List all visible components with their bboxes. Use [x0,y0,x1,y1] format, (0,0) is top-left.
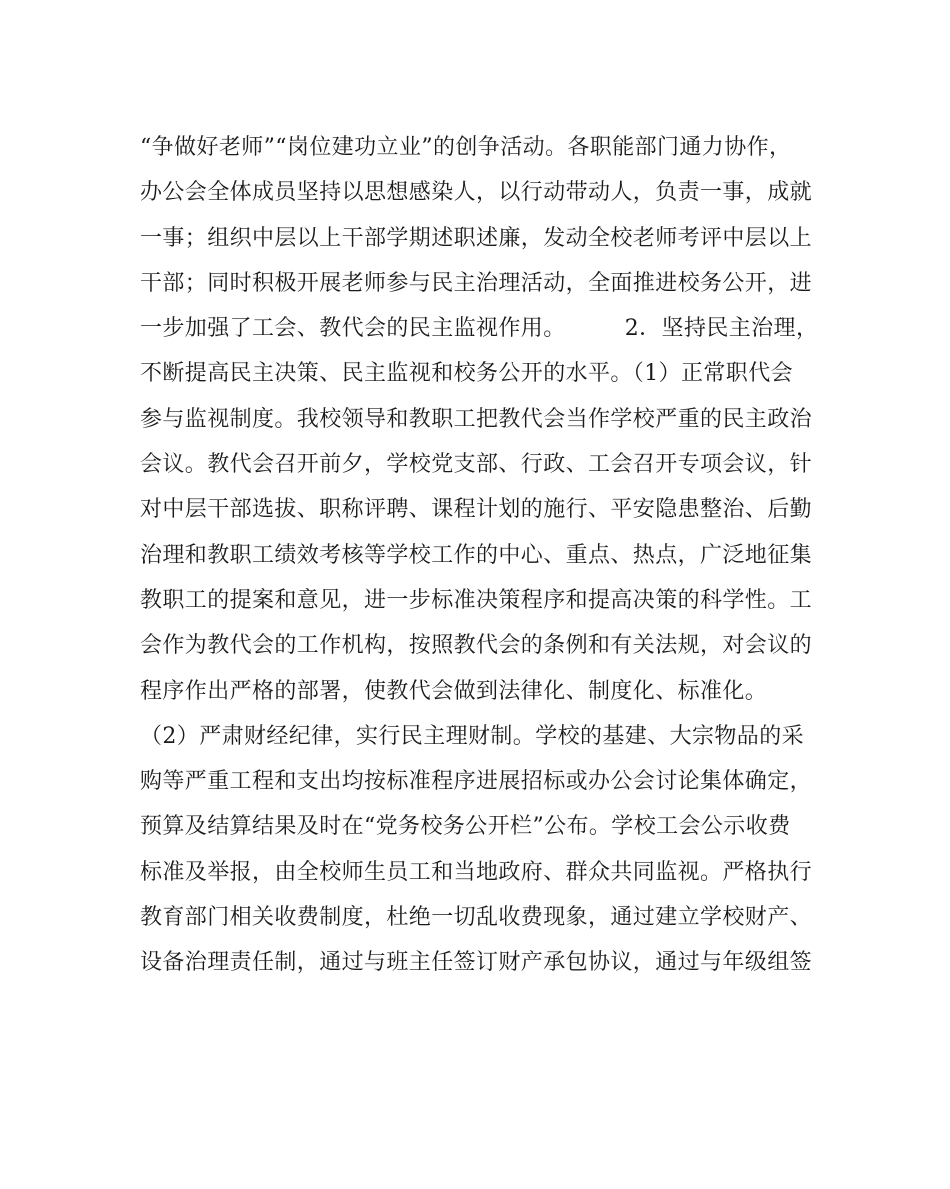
body-text [140,125,820,986]
text-line: “争做好老师”“岗位建功立业”的创争活动。各职能部门通力协作， [140,135,792,160]
text-line: 教职工的提案和意见，进一步标准决策程序和提高决策的科学性。工 [140,587,813,613]
text-line: 一步加强了工会、教代会的民主监视作用。 2．坚持民主治理， [140,316,819,342]
text-line: 设备治理责任制，通过与班主任签订财产承包协议，通过与年级组签 [140,950,813,976]
text-line: 不断提高民主决策、民主监视和校务公开的水平。（1）正常职代会 [140,361,793,387]
text-line: 干部；同时积极开展老师参与民主治理活动，全面推进校务公开，进 [140,270,813,296]
text-line: 一事；组织中层以上干部学期述职述廉，发动全校老师考评中层以上 [140,225,813,251]
text-line: （2）严肃财经纪律，实行民主理财制。学校的基建、大宗物品的采 [140,723,804,749]
text-line: 参与监视制度。我校领导和教职工把教代会当作学校严重的民主政治 [140,406,813,432]
text-line: 购等严重工程和支出均按标准程序进展招标或办公会讨论集体确定， [140,769,813,795]
text-line: 对中层干部选拔、职称评聘、课程计划的施行、平安隐患整治、后勤 [140,497,813,523]
text-line: 预算及结算结果及时在“党务校务公开栏”公布。学校工会公示收费 [140,814,791,840]
text-line: 教育部门相关收费制度，杜绝一切乱收费现象，通过建立学校财产、 [140,905,813,931]
text-line: 会议。教代会召开前夕，学校党支部、行政、工会召开专项会议，针 [140,452,813,478]
text-line: 办公会全体成员坚持以思想感染人，以行动带动人，负责一事，成就 [140,180,813,206]
text-line: 程序作出严格的部署，使教代会做到法律化、制度化、标准化。 [140,678,768,704]
text-line: 会作为教代会的工作机构，按照教代会的条例和有关法规，对会议的 [140,633,813,659]
text-line: 治理和教职工绩效考核等学校工作的中心、重点、热点，广泛地征集 [140,542,813,568]
text-line: 标准及举报，由全校师生员工和当地政府、群众共同监视。严格执行 [140,859,813,885]
